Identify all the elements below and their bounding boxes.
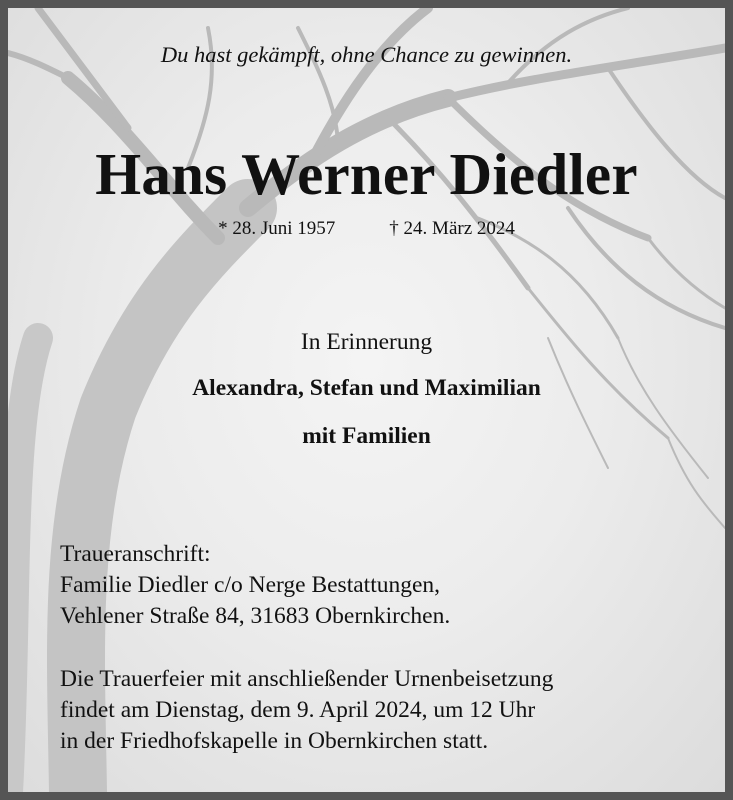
death-date: † 24. März 2024	[389, 218, 515, 239]
deceased-name: Hans Werner Diedler	[95, 141, 638, 207]
motto: Du hast gekämpft, ohne Chance zu gewinnen.	[160, 42, 573, 67]
mourners-names: Alexandra, Stefan und Maximilian	[192, 375, 541, 401]
address-label: Traueranschrift:	[60, 541, 211, 567]
ceremony-info	[60, 664, 553, 757]
ceremony-line-2: findet am Dienstag, dem 9. April 2024, um 12 Uhr	[60, 697, 536, 723]
address-line-1: Familie Diedler c/o Nerge Bestattungen,	[60, 572, 441, 598]
obituary-card	[8, 8, 725, 792]
address-line-2: Vehlener Straße 84, 31683 Obernkirchen.	[60, 603, 451, 629]
ceremony-line-1: Die Trauerfeier mit anschließender Urnenbeisetzung	[60, 666, 554, 692]
life-dates	[8, 218, 725, 240]
ceremony-line-3: in der Friedhofskapelle in Obernkirchen statt.	[60, 728, 489, 754]
mourning-address	[60, 539, 450, 632]
mourners-families: mit Familien	[302, 423, 431, 449]
birth-date: * 28. Juni 1957	[218, 218, 336, 239]
memory-intro: In Erinnerung	[300, 329, 433, 355]
obituary-content	[8, 8, 725, 792]
